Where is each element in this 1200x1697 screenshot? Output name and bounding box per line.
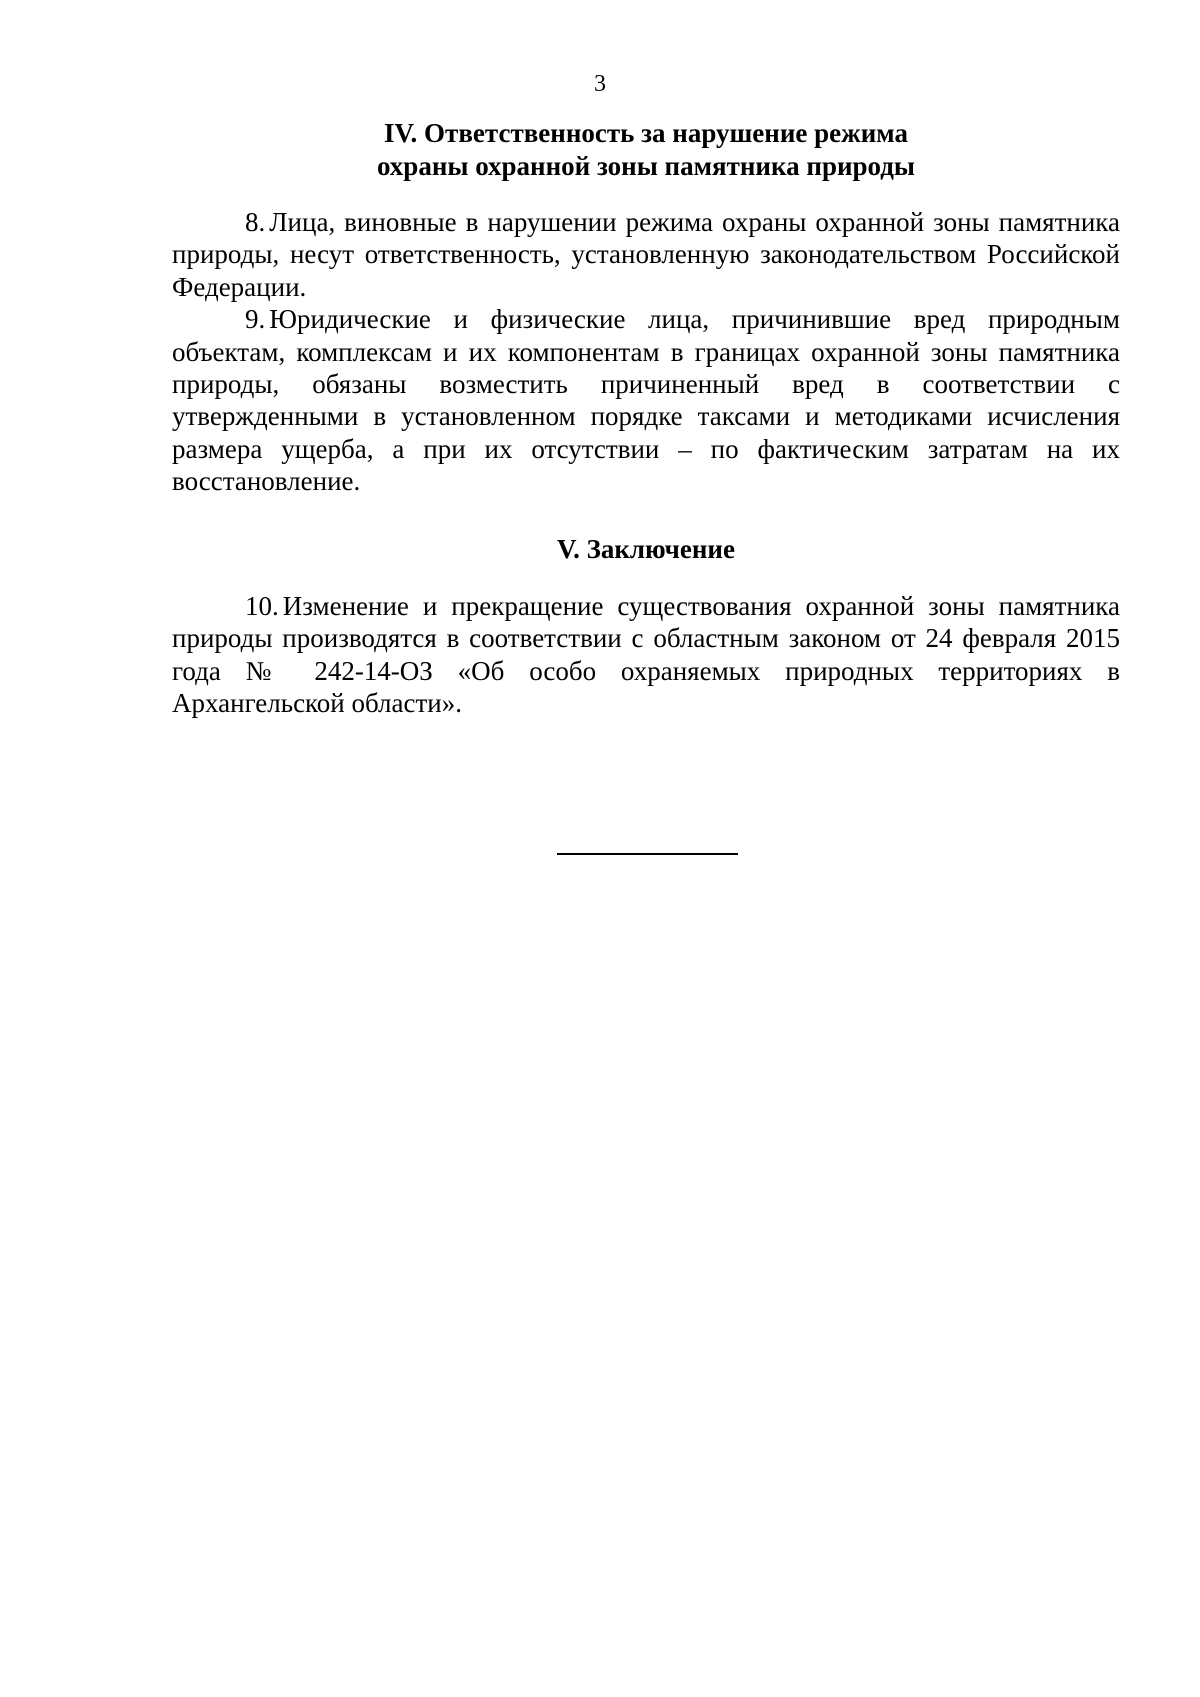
section-body-conclusion: [172, 590, 1120, 720]
section-heading-line-1: IV. Ответственность за нарушение режима: [384, 118, 908, 148]
paragraph-number: 10.: [245, 591, 279, 621]
paragraph-8: [172, 206, 1120, 303]
paragraph-text: Юридические и физические лица, причинившие вред природным объектам, комплексам и их компонентам в границах охранной зоны памятника природы, обязаны возместить причиненный вред в соответствии с утвержденными в установленном порядке таксами и методиками исчисления размера ущерба, а при их отсутствии – по фактическим затратам на их восстановление.: [172, 304, 1120, 497]
paragraph-text: Лица, виновные в нарушении режима охраны охранной зоны памятника природы, несут ответственность, установленную законодательством Российской Федерации.: [172, 207, 1120, 302]
paragraph-text: Изменение и прекращение существования охранной зоны памятника природы производятся в соответствии с областным законом от 24 февраля 2015 года № 242-14-ОЗ «Об особо охраняемых природных территориях в Архангельской области».: [172, 591, 1120, 719]
paragraph-number: 9.: [245, 304, 266, 335]
paragraph-number: 8.: [245, 207, 266, 237]
section-body-responsibility: [172, 206, 1120, 498]
page-number: 3: [594, 71, 606, 97]
section-heading-responsibility: [172, 117, 1120, 183]
section-heading-conclusion: V. Заключение: [557, 534, 735, 564]
paragraph-10: [172, 590, 1120, 720]
document-end-line: [557, 853, 738, 855]
section-heading-line-2: охраны охранной зоны памятника природы: [376, 151, 915, 181]
paragraph-9: [172, 303, 1120, 497]
